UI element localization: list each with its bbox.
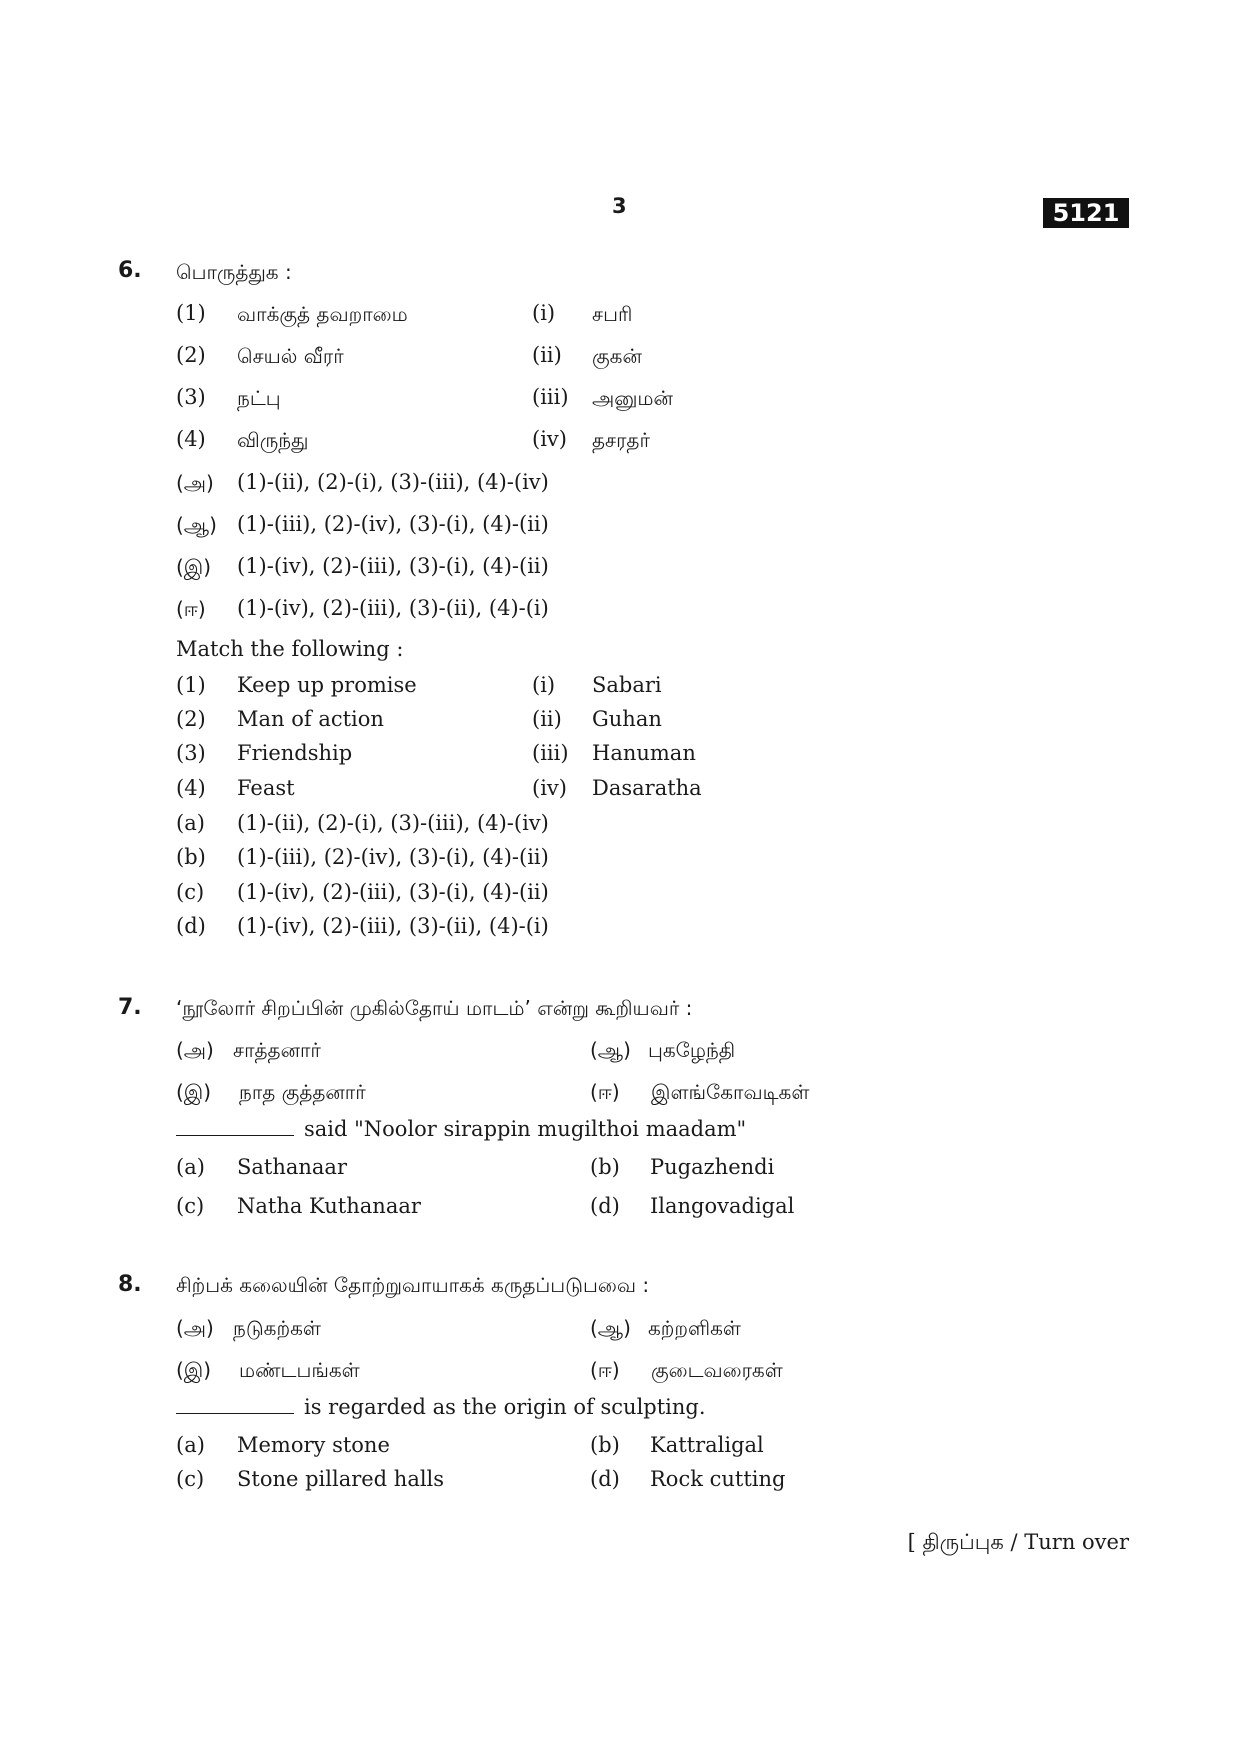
option-text: (1)-(iv), (2)-(iii), (3)-(ii), (4)-(i) <box>237 914 549 938</box>
pair-left: செயல் வீரர் <box>237 344 344 368</box>
pair-left: விருந்து <box>237 428 309 452</box>
option-label: (a) <box>176 811 205 835</box>
pair-left: Feast <box>237 776 295 800</box>
option-label: (இ) <box>176 1358 212 1382</box>
question-stem-english: said "Noolor sirappin mugilthoi maadam" <box>176 1117 746 1141</box>
option-text: (1)-(ii), (2)-(i), (3)-(iii), (4)-(iv) <box>237 811 549 835</box>
option-text: Kattraligal <box>650 1433 764 1457</box>
question-stem-tamil: ‘நூலோர் சிறப்பின் முகில்தோய் மாடம்’ என்று கூறியவர் : <box>176 996 693 1020</box>
option-text: நடுகற்கள் <box>233 1316 321 1340</box>
pair-index: (4) <box>176 776 206 800</box>
answer-blank <box>176 1134 294 1136</box>
turn-over-note: [ திருப்புக / Turn over <box>907 1530 1129 1554</box>
question-stem-tamil: சிற்பக் கலையின் தோற்றுவாயாகக் கருதப்படுபவை : <box>176 1273 650 1297</box>
pair-right: Sabari <box>592 673 662 697</box>
pair-left: Friendship <box>237 741 353 765</box>
page-number: 3 <box>612 194 627 218</box>
option-text: Natha Kuthanaar <box>237 1194 421 1218</box>
option-label: (ஈ) <box>590 1080 620 1104</box>
option-label: (ஆ) <box>590 1316 631 1340</box>
option-label: (ஈ) <box>590 1358 620 1382</box>
option-text: Rock cutting <box>650 1467 786 1491</box>
option-text: (1)-(iv), (2)-(iii), (3)-(i), (4)-(ii) <box>237 880 549 904</box>
pair-index: (2) <box>176 343 206 367</box>
option-text: இளங்கோவடிகள் <box>651 1080 810 1104</box>
option-label: (ஈ) <box>176 597 206 621</box>
pair-right: அனுமன் <box>592 386 673 410</box>
option-label: (d) <box>590 1194 620 1218</box>
option-text: சாத்தனார் <box>233 1038 321 1062</box>
option-label: (ஆ) <box>590 1038 631 1062</box>
pair-index: (2) <box>176 707 206 731</box>
option-label: (b) <box>590 1155 620 1179</box>
option-label: (b) <box>590 1433 620 1457</box>
pair-right: Dasaratha <box>592 776 702 800</box>
option-label: (அ) <box>176 1038 214 1062</box>
question-number: 7. <box>118 995 142 1020</box>
option-label: (ஆ) <box>176 513 217 537</box>
question-number: 6. <box>118 258 142 283</box>
pair-index: (1) <box>176 301 206 325</box>
option-text: (1)-(iv), (2)-(iii), (3)-(i), (4)-(ii) <box>237 554 549 578</box>
pair-index: (3) <box>176 385 206 409</box>
option-text: (1)-(iv), (2)-(iii), (3)-(ii), (4)-(i) <box>237 596 549 620</box>
option-text: (1)-(iii), (2)-(iv), (3)-(i), (4)-(ii) <box>237 512 549 536</box>
option-label: (c) <box>176 1194 205 1218</box>
option-text: Memory stone <box>237 1433 390 1457</box>
pair-roman: (iv) <box>532 776 567 800</box>
pair-roman: (i) <box>532 301 556 325</box>
option-label: (d) <box>176 914 206 938</box>
pair-right: தசரதர் <box>592 428 650 452</box>
pair-roman: (iv) <box>532 427 567 451</box>
pair-right: Guhan <box>592 707 662 731</box>
option-label: (அ) <box>176 471 214 495</box>
option-text: (1)-(ii), (2)-(i), (3)-(iii), (4)-(iv) <box>237 470 549 494</box>
option-label: (இ) <box>176 555 212 579</box>
pair-left: நட்பு <box>237 386 281 410</box>
pair-right: சபரி <box>592 302 633 326</box>
answer-blank <box>176 1412 294 1414</box>
question-stem-english: is regarded as the origin of sculpting. <box>176 1395 706 1419</box>
pair-roman: (ii) <box>532 707 562 731</box>
option-text: Pugazhendi <box>650 1155 775 1179</box>
question-stem-english: Match the following : <box>176 637 404 661</box>
option-text: Sathanaar <box>237 1155 347 1179</box>
option-text: கற்றளிகள் <box>648 1316 741 1340</box>
option-text: குடைவரைகள் <box>651 1358 783 1382</box>
option-text: மண்டபங்கள் <box>239 1358 360 1382</box>
pair-roman: (iii) <box>532 385 569 409</box>
option-label: (c) <box>176 880 205 904</box>
pair-left: Keep up promise <box>237 673 417 697</box>
option-label: (a) <box>176 1433 205 1457</box>
pair-left: Man of action <box>237 707 384 731</box>
option-text: (1)-(iii), (2)-(iv), (3)-(i), (4)-(ii) <box>237 845 549 869</box>
option-label: (a) <box>176 1155 205 1179</box>
option-text: நாத குத்தனார் <box>239 1080 366 1104</box>
pair-right: Hanuman <box>592 741 696 765</box>
pair-roman: (iii) <box>532 741 569 765</box>
option-label: (இ) <box>176 1080 212 1104</box>
pair-right: குகன் <box>592 344 642 368</box>
pair-roman: (i) <box>532 673 556 697</box>
pair-index: (3) <box>176 741 206 765</box>
option-text: Ilangovadigal <box>650 1194 795 1218</box>
pair-roman: (ii) <box>532 343 562 367</box>
question-number: 8. <box>118 1272 142 1297</box>
option-label: (c) <box>176 1467 205 1491</box>
pair-index: (4) <box>176 427 206 451</box>
option-text: புகழேந்தி <box>648 1038 736 1062</box>
paper-code-badge: 5121 <box>1043 198 1129 228</box>
option-text: Stone pillared halls <box>237 1467 445 1491</box>
pair-left: வாக்குத் தவறாமை <box>237 302 408 326</box>
option-label: (b) <box>176 845 206 869</box>
question-stem-tamil: பொருத்துக : <box>176 260 292 284</box>
option-label: (d) <box>590 1467 620 1491</box>
pair-index: (1) <box>176 673 206 697</box>
option-label: (அ) <box>176 1316 214 1340</box>
